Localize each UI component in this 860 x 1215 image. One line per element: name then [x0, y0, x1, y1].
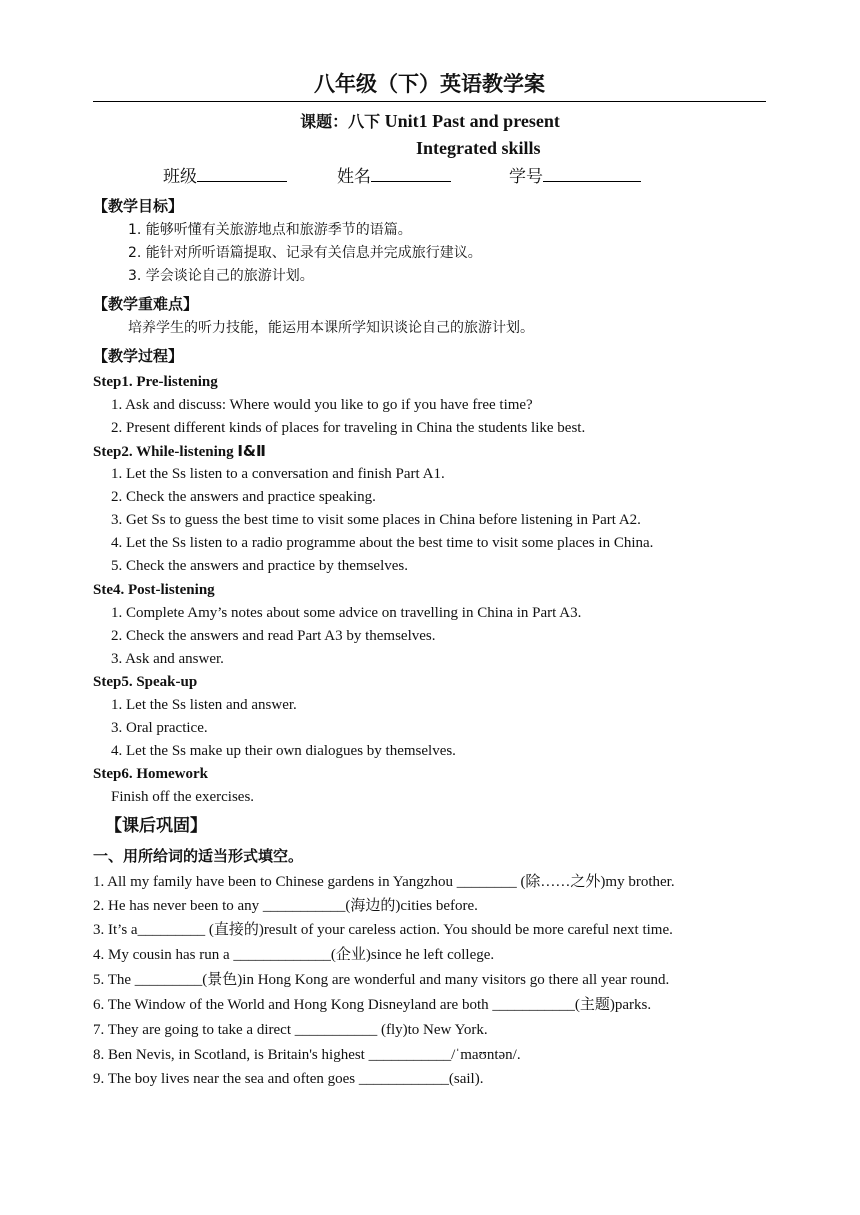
exercise-question: 2. He has never been to any ___________(海边的)cities before. [93, 898, 478, 914]
step-title: Step5. Speak-up [93, 674, 198, 690]
step-item: 3. Ask and answer. [111, 651, 224, 667]
objective-item: 2. 能针对所听语篇提取、记录有关信息并完成旅行建议。 [128, 245, 482, 261]
lesson-subject [0, 109, 860, 134]
step-item: 1. Let the Ss listen to a conversation and finish Part A1. [111, 466, 445, 482]
consolidation-heading: 【课后巩固】 [105, 816, 207, 836]
subject-subtitle: Integrated skills [416, 138, 541, 158]
number-field[interactable] [509, 163, 641, 190]
step-title: Step6. Homework [93, 766, 208, 782]
exercise-question: 5. The _________(景色)in Hong Kong are wonderful and many visitors go there all year round. [93, 972, 670, 988]
step-item: 1. Complete Amy’s notes about some advice on travelling in China in Part A3. [111, 605, 582, 621]
step-item: 2. Check the answers and practice speaking. [111, 489, 376, 505]
keypoints-heading: 【教学重难点】 [93, 295, 199, 313]
exercise-question: 6. The Window of the World and Hong Kong Disneyland are both ___________(主题)parks. [93, 997, 652, 1013]
objectives-heading: 【教学目标】 [93, 197, 184, 215]
exercise-question: 1. All my family have been to Chinese gardens in Yangzhou ________ (除……之外)my brother. [93, 874, 675, 890]
step-item: 5. Check the answers and practice by themselves. [111, 558, 408, 574]
keypoints-text: 培养学生的听力技能，能运用本课所学知识谈论自己的旅游计划。 [128, 320, 534, 336]
step-item: 3. Get Ss to guess the best time to visit some places in China before listening in Part A2. [111, 512, 641, 528]
number-blank[interactable] [543, 163, 641, 182]
step-item: 4. Let the Ss make up their own dialogues by themselves. [111, 743, 456, 759]
number-label: 学号 [509, 167, 543, 187]
step-item: Finish off the exercises. [111, 789, 255, 805]
name-label: 姓名 [337, 167, 371, 187]
name-blank[interactable] [371, 163, 451, 182]
step-item: 2. Check the answers and read Part A3 by themselves. [111, 628, 436, 644]
step-title: Ste4. Post-listening [93, 582, 215, 598]
step-title-text: Step2. While-listening [93, 444, 234, 460]
title-divider [93, 101, 766, 102]
class-field[interactable] [163, 163, 287, 190]
exercise-question: 9. The boy lives near the sea and often goes ____________(sail). [93, 1071, 484, 1087]
exercise-question: 8. Ben Nevis, in Scotland, is Britain's highest ___________/ˈmaʊntən/. [93, 1047, 521, 1063]
document-title: 八年级（下）英语教学案 [314, 72, 545, 96]
exercise-question: 4. My cousin has run a _____________(企业)since he left college. [93, 947, 495, 963]
class-blank[interactable] [197, 163, 287, 182]
step-item: 4. Let the Ss listen to a radio programme about the best time to visit some places in China. [111, 535, 654, 551]
exercise-question: 7. They are going to take a direct ___________ (fly)to New York. [93, 1022, 488, 1038]
step-title: Step1. Pre-listening [93, 374, 218, 390]
process-heading: 【教学过程】 [93, 347, 184, 365]
exercise-section-title: 一、用所给词的适当形式填空。 [93, 847, 304, 865]
step-item: 1. Ask and discuss: Where would you like to go if you have free time? [111, 397, 533, 413]
name-field[interactable] [337, 163, 451, 190]
subject-unit: Unit1 Past and present [380, 111, 560, 131]
class-label: 班级 [163, 167, 197, 187]
step-title [93, 441, 266, 463]
step-item: 2. Present different kinds of places for traveling in China the students like best. [111, 420, 586, 436]
step-title-suffix: Ⅰ&Ⅱ [237, 442, 266, 460]
step-item: 3. Oral practice. [111, 720, 208, 736]
step-item: 1. Let the Ss listen and answer. [111, 697, 297, 713]
objective-item: 1. 能够听懂有关旅游地点和旅游季节的语篇。 [128, 222, 412, 238]
exercise-question: 3. It’s a_________ (直接的)result of your careless action. You should be more careful next time. [93, 922, 673, 938]
objective-item: 3. 学会谈论自己的旅游计划。 [128, 268, 314, 284]
subject-label: 课题：八下 [300, 112, 381, 131]
